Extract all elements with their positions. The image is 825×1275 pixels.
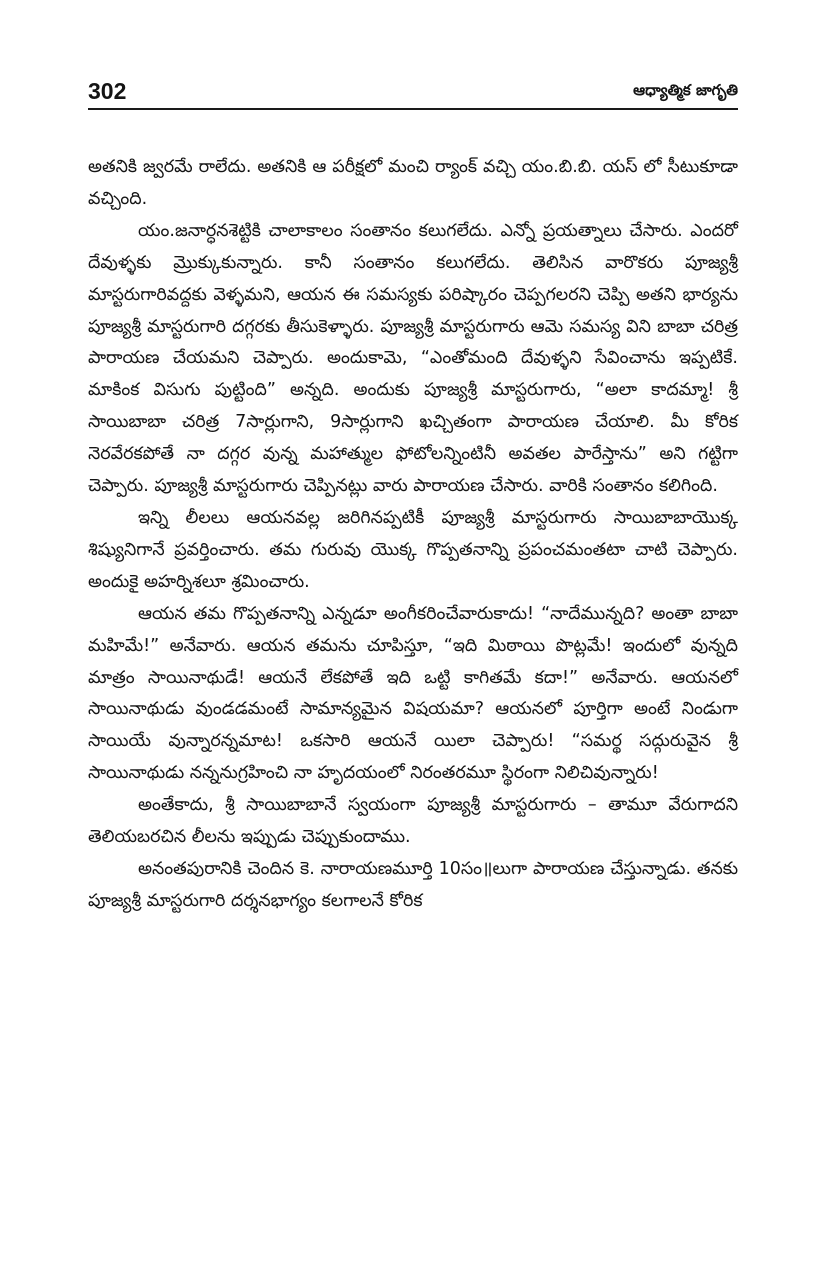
running-title: ఆధ్యాత్మిక జాగృతి bbox=[633, 81, 738, 99]
header-rule bbox=[88, 108, 738, 110]
paragraph: ఆయన తమ గొప్పతనాన్ని ఎన్నడూ అంగీకరించేవారుకాదు! “నాదేమున్నది? అంతా బాబా మహిమే!” అనేవారు. ఆయన తమను చూపిస్తూ, “ఇది మిఠాయి పొట్లమే! ఇందులో వున్నది మాత్రం సాయినాథుడే! ఆయనే లేకపోతే ఇది ఒట్టి కాగితమే కదా!” అనేవారు. ఆయనలో సాయినాథుడు వుండడమంటే సామాన్యమైన విషయమా? ఆయనలో పూర్తిగా అంటే నిండుగా సాయియే వున్నారన్నమాట! ఒకసారి ఆయనే యిలా చెప్పారు! “సమర్థ సద్గురువైన శ్రీ సాయినాథుడు నన్ననుగ్రహించి నా హృదయంలో నిరంతరమూ స్థిరంగా నిలిచివున్నారు! bbox=[88, 603, 738, 784]
body-text bbox=[88, 152, 738, 918]
page-header bbox=[88, 78, 738, 108]
paragraph: అంతేకాదు, శ్రీ సాయిబాబానే స్వయంగా పూజ్యశ్రీ మాస్టరుగారు – తామూ వేరుగాదని తెలియబరచిన లీలను ఇప్పుడు చెప్పుకుందాము. bbox=[88, 795, 738, 848]
paragraph: యం.జనార్ధనశెట్టికి చాలాకాలం సంతానం కలుగలేదు. ఎన్నో ప్రయత్నాలు చేసారు. ఎందరో దేవుళ్ళకు మ్రొక్కుకున్నారు. కానీ సంతానం కలుగలేదు. తెలిసిన వారొకరు పూజ్యశ్రీ మాస్టరుగారివద్దకు వెళ్ళమని, ఆయన ఈ సమస్యకు పరిష్కారం చెప్పగలరని చెప్పి అతని భార్యను పూజ్యశ్రీ మాస్టరుగారి దగ్గరకు తీసుకెళ్ళారు. పూజ్యశ్రీ మాస్టరుగారు ఆమె సమస్య విని బాబా చరిత్ర పారాయణ చేయమని చెప్పారు. అందుకామె, “ఎంతోమంది దేవుళ్ళని సేవించాను ఇప్పటికే. మాకింక విసుగు పుట్టింది” అన్నది. అందుకు పూజ్యశ్రీ మాస్టరుగారు, “అలా కాదమ్మా! శ్రీ సాయిబాబా చరిత్ర 7సార్లుగాని, 9సార్లుగాని ఖచ్చితంగా పారాయణ చేయాలి. మీ కోరిక నెరవేరకపోతే నా దగ్గర వున్న మహాత్ముల ఫోటోలన్నింటినీ అవతల పారేస్తాను” అని గట్టిగా చెప్పారు. పూజ్యశ్రీ మాస్టరుగారు చెప్పినట్లు వారు పారాయణ చేసారు. వారికి సంతానం కలిగింది. bbox=[88, 220, 738, 497]
page-number: 302 bbox=[88, 78, 127, 104]
paragraph: ఇన్ని లీలలు ఆయనవల్ల జరిగినప్పటికీ పూజ్యశ్రీ మాస్టరుగారు సాయిబాబాయొక్క శిష్యునిగానే ప్రవర్తించారు. తమ గురువు యొక్క గొప్పతనాన్ని ప్రపంచమంతటా చాటి చెప్పారు. అందుకై అహర్నిశలూ శ్రమించారు. bbox=[88, 507, 738, 592]
paragraph: అనంతపురానికి చెందిన కె. నారాయణమూర్తి 10సం॥లుగా పారాయణ చేస్తున్నాడు. తనకు పూజ్యశ్రీ మాస్టరుగారి దర్శనభాగ్యం కలగాలనే కోరిక bbox=[88, 858, 738, 911]
paragraph: అతనికి జ్వరమే రాలేదు. అతనికి ఆ పరీక్షలో మంచి ర్యాంక్ వచ్చి యం.బి.బి. యస్ లో సీటుకూడా వచ్చింది. bbox=[88, 157, 738, 209]
